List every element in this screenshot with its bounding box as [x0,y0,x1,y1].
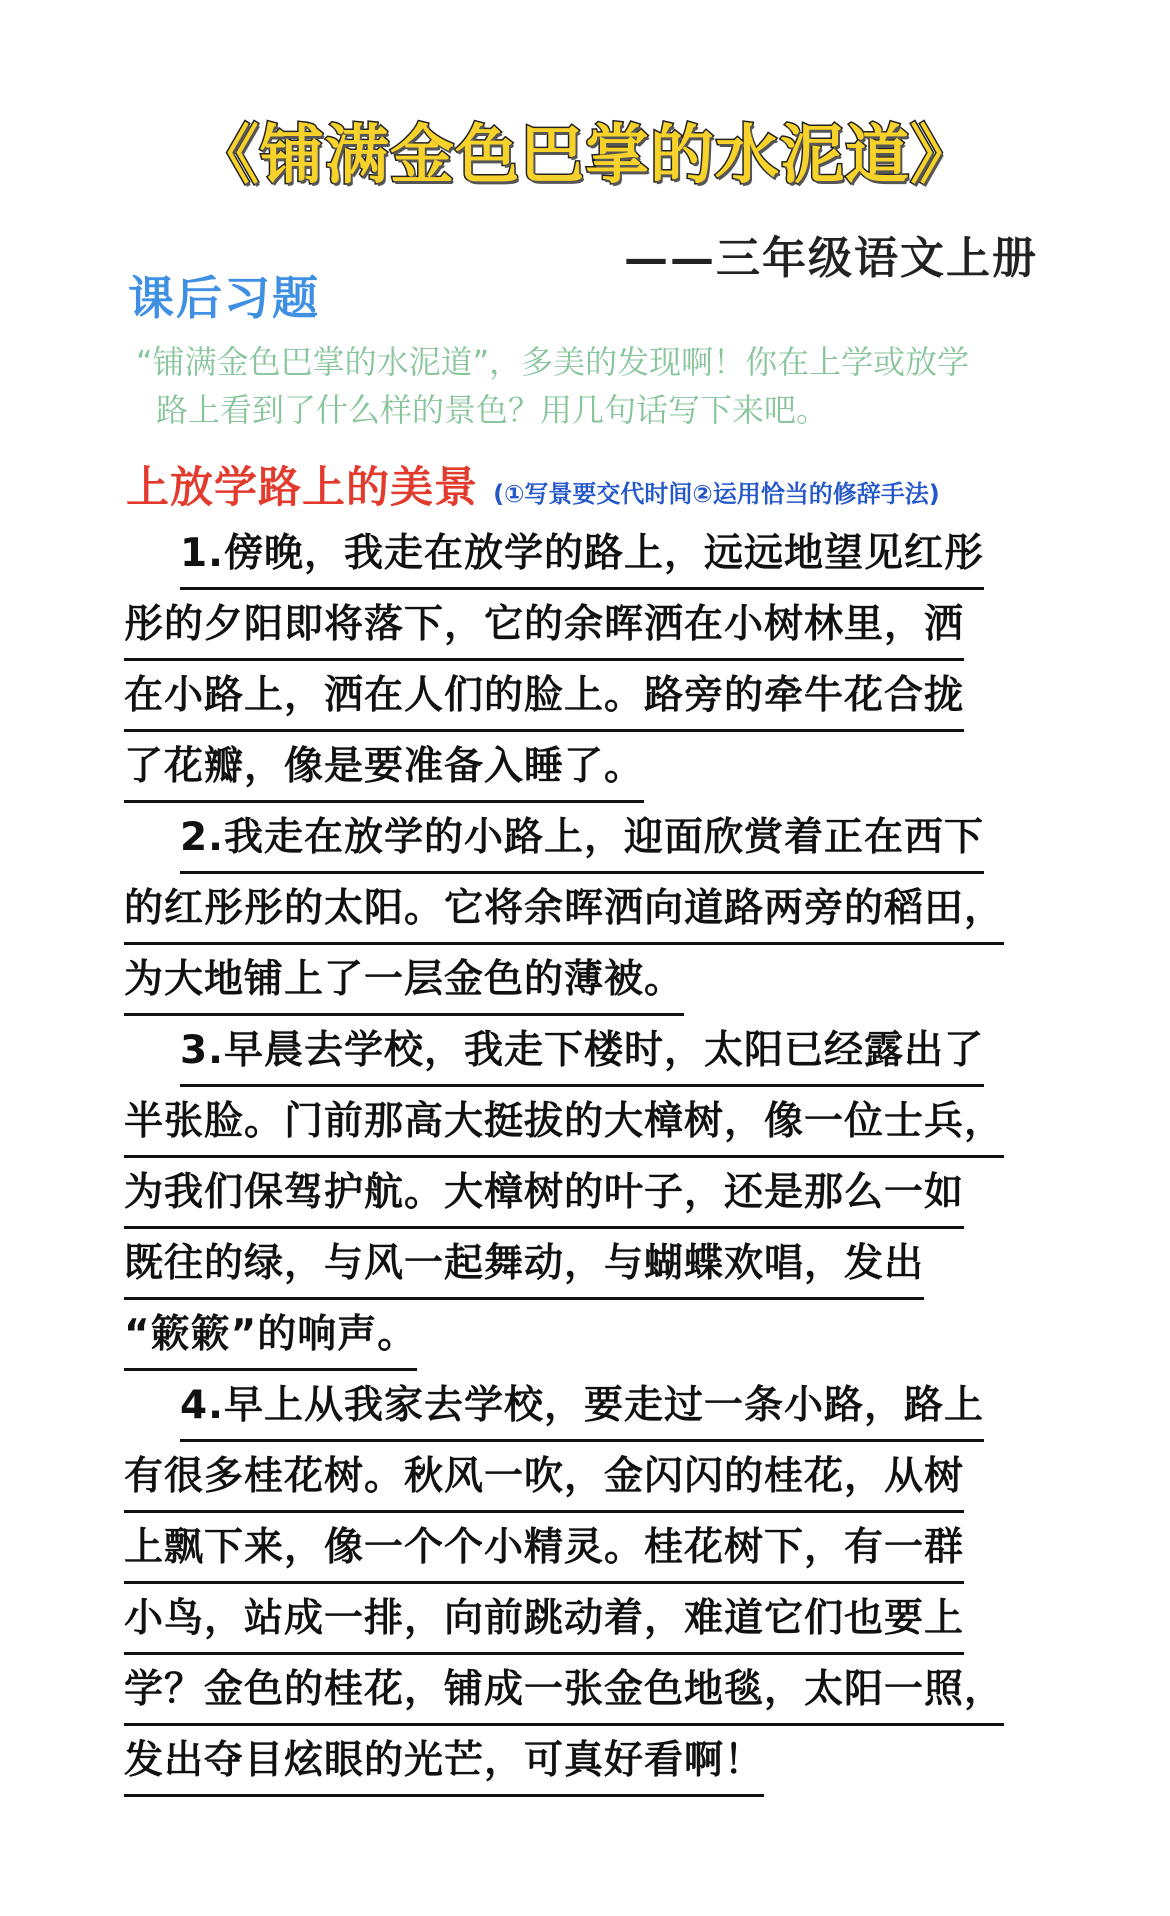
topic-title: 上放学路上的美景 [126,463,478,513]
essay-line: 为大地铺上了一层金色的薄被。 [124,946,1024,1017]
essay-line: 了花瓣，像是要准备入睡了。 [124,733,1024,804]
page-title: 《铺满金色巴掌的水泥道》 [195,119,975,193]
topic-heading [126,454,940,515]
essay-line: 在小路上，洒在人们的脸上。路旁的牵牛花合拢 [124,662,1024,733]
essay-line: 的红彤彤的太阳。它将余晖洒向道路两旁的稻田， [124,875,1024,946]
essay-line: 发出夺目炫眼的光芒，可真好看啊！ [124,1727,1024,1798]
essay-line: 既往的绿，与风一起舞动，与蝴蝶欢唱，发出 [124,1230,1024,1301]
essay-line: 彤的夕阳即将落下，它的余晖洒在小树林里，洒 [124,591,1024,662]
topic-note: (①写景要交代时间②运用恰当的修辞手法) [493,480,940,508]
essay-body [124,520,1024,1798]
essay-line: 1.傍晚，我走在放学的路上，远远地望见红彤 [124,520,1024,591]
essay-line: 为我们保驾护航。大樟树的叶子，还是那么一如 [124,1159,1024,1230]
essay-line: 4.早上从我家去学校，要走过一条小路，路上 [124,1372,1024,1443]
section-heading: 课后习题 [128,271,320,325]
essay-line: 3.早晨去学校，我走下楼时，太阳已经露出了 [124,1017,1024,1088]
essay-line: 小鸟，站成一排，向前跳动着，难道它们也要上 [124,1585,1024,1656]
essay-line: 半张脸。门前那高大挺拔的大樟树，像一位士兵， [124,1088,1024,1159]
essay-line: 2.我走在放学的小路上，迎面欣赏着正在西下 [124,804,1024,875]
essay-line: 有很多桂花树。秋风一吹，金闪闪的桂花，从树 [124,1443,1024,1514]
essay-line: 上飘下来，像一个个小精灵。桂花树下，有一群 [124,1514,1024,1585]
essay-line: 学？金色的桂花，铺成一张金色地毯，太阳一照， [124,1656,1024,1727]
exercise-prompt [136,338,1056,434]
prompt-line-1: “铺满金色巴掌的水泥道”，多美的发现啊！你在上学或放学 [136,343,970,381]
prompt-line-2: 路上看到了什么样的景色？用几句话写下来吧。 [156,391,829,429]
subtitle: ——三年级语文上册 [624,233,1038,284]
essay-line: “簌簌”的响声。 [124,1301,1024,1372]
